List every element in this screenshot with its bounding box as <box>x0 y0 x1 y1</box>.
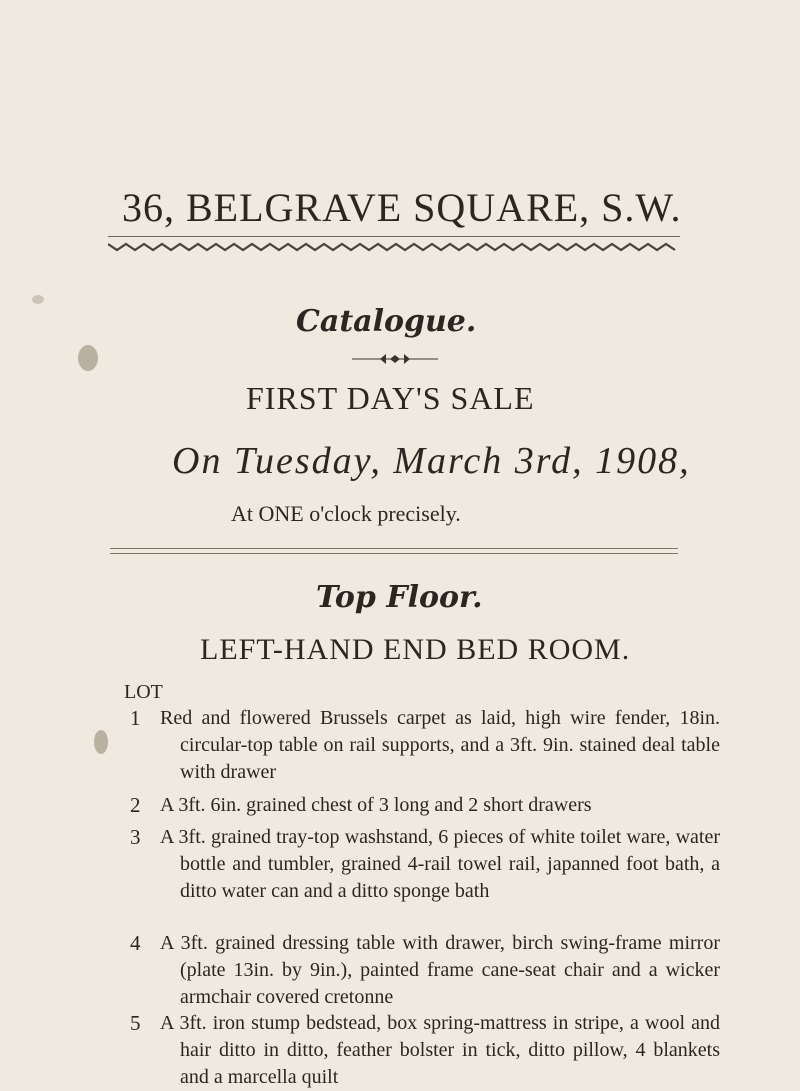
lot-description: A 3ft. iron stump bedstead, box spring-mattress in stripe, a wool and hair ditto in ditto, feather bolster in tick, ditto pillow, 4 blankets and a marcella quilt <box>160 1012 720 1088</box>
lot-description: A 3ft. grained dressing table with drawer, birch swing-frame mirror (plate 13in. by 9in.), painted frame cane-seat chair and a wicker armchair covered cretonne <box>160 932 720 1008</box>
paper-stain <box>32 295 44 304</box>
lot-number: 4 <box>130 931 141 955</box>
sale-date: On Tuesday, March 3rd, 1908, <box>172 440 691 482</box>
sale-heading: FIRST DAY'S SALE <box>246 380 535 416</box>
lot-description: Red and flowered Brussels carpet as laid, high wire fender, 18in. circular-top table on rail supports, and a 3ft. 9in. stained deal table with drawer <box>160 707 720 783</box>
lot-number: 5 <box>130 1011 141 1035</box>
lot-description: A 3ft. 6in. grained chest of 3 long and 2 short drawers <box>160 794 592 816</box>
paper-stain <box>78 345 98 371</box>
lot-number: 3 <box>130 825 141 849</box>
double-rule-top <box>110 548 678 549</box>
room-heading: LEFT-HAND END BED ROOM. <box>200 633 631 666</box>
lot-column-label: LOT <box>124 681 163 703</box>
lot-description: A 3ft. grained tray-top washstand, 6 pieces of white toilet ware, water bottle and tumbler, grained 4-rail towel rail, japanned foot bath, a ditto water can and a ditto sponge bath <box>160 826 720 902</box>
paper-stain <box>94 730 108 754</box>
double-rule-bottom <box>110 553 678 554</box>
lot-number: 1 <box>130 706 141 730</box>
floor-heading: Top Floor. <box>316 580 483 615</box>
page-title: 36, BELGRAVE SQUARE, S.W. <box>122 185 682 230</box>
title-rule <box>108 236 680 237</box>
ornament-divider <box>350 352 440 366</box>
lot-number: 2 <box>130 793 141 817</box>
catalogue-heading: Catalogue. <box>296 304 477 339</box>
decorative-border <box>108 242 680 252</box>
sale-time: At ONE o'clock precisely. <box>231 501 461 526</box>
